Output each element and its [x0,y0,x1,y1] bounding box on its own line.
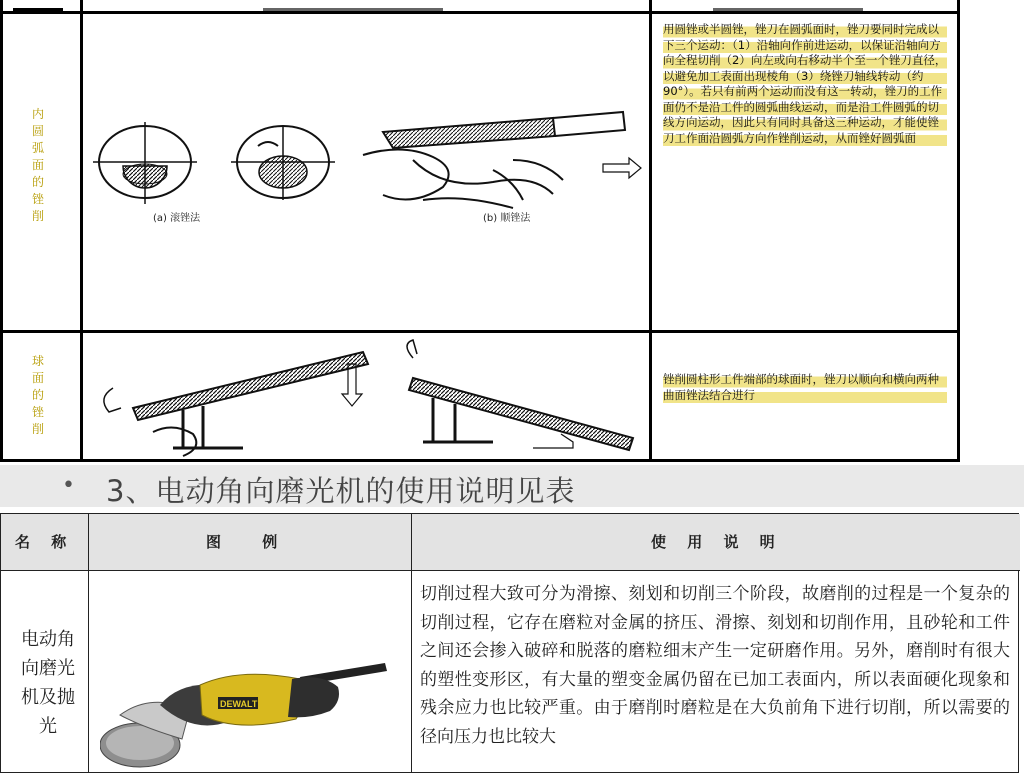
sphere-description: 锉削圆柱形工件端部的球面时，锉刀以顺向和横向两种曲面锉法结合进行 [663,372,947,403]
header-illustration: 图 例 [206,533,296,551]
header-name: 名 称 [15,533,75,551]
column-divider [649,0,652,459]
usage-text: 切削过程大致可分为滑擦、刻划和切削三个阶段，故磨削的过程是一个复杂的切削过程，它存在磨粒对金属的挤压、滑擦、刻划和切削作用，且砂轮和工件之间还会掺入破碎和脱落的磨粒细末产生一定研磨作用。另外，磨削时有很大的塑性变形区，有大量的塑变金属仍留在已加工表面内，所以表面硬化现象和残余应力也比较严重。由于磨削时磨粒是在大负前角下进行切削，所以需要的径向压力也比较大 [420,584,1010,747]
header-usage: 使 用 说 明 [651,533,783,551]
row-divider [3,330,957,333]
header-fragment [13,0,63,11]
section-title: 3、电动角向磨光机的使用说明见表 [106,474,576,508]
inner-arc-description: 用圆锉或半圆锉，锉刀在圆弧面时，锉刀要同时完成以下三个运动：（1）沿轴向作前进运动，以保证沿轴向方向全程切削（2）向左或向右移动半个至一个锉刀直径，以避免加工表面出现棱角（3）绕锉刀轴线转动（约90°）。若只有前两个运动而没有这一转动，锉刀的工作面仍不是沿工件的圆弧曲线运动，而是沿工件圆弧的切线方向运动，因此只有同时具备这三种运动，才能使锉刀工作面沿圆弧方向作锉削运动，从而锉好圆弧面 [663,22,947,145]
roll-filing-figure [93,122,197,204]
tool-name: 电动角向磨光机及抛光 [21,629,75,737]
section-heading [0,465,1024,507]
table-header-row [1,514,1020,571]
caption-arc-filing: (b) 顺锉法 [483,213,531,224]
cross-filing-figure [104,352,368,456]
row-label-inner-arc [23,106,53,225]
caption-roll-filing: (a) 滚锉法 [153,213,201,224]
file-and-hands-figure [363,112,641,208]
angle-grinder-image [100,645,400,768]
row-divider [3,11,957,14]
column-divider [88,514,89,772]
arc-filing-figure [231,126,335,200]
grinder-brand: DEWALT [220,699,258,709]
header-fragment [713,0,863,11]
row-label-text: 内圆弧面的锉削 [31,107,44,223]
row-label-text: 球面的锉削 [31,354,44,436]
sphere-filing-diagram [93,338,643,458]
bullet-icon: • [62,473,75,498]
column-divider [411,514,412,772]
column-divider [80,0,83,459]
straight-filing-figure [407,340,633,450]
row-label-sphere [23,353,53,438]
header-fragment [263,0,443,11]
